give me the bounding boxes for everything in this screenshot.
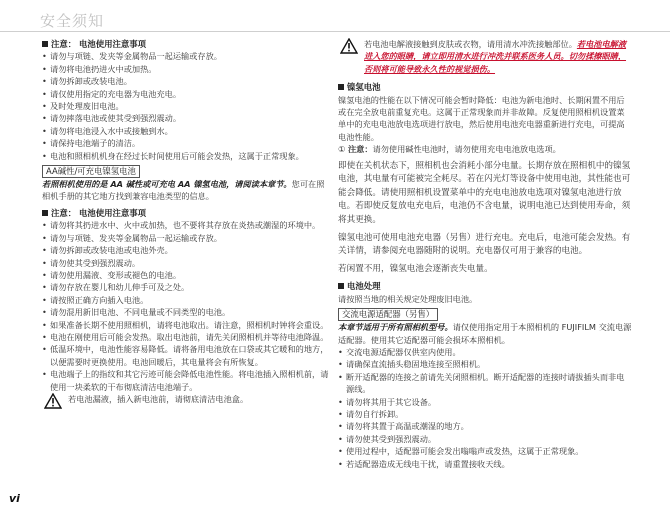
list-item: • 使用过程中，适配器可能会发出嗡嗡声或发热，这属于正常现象。 <box>338 445 632 457</box>
list-item: • 请勿使其受到强烈震动。 <box>42 257 332 269</box>
disposal-section-title: 电池处理 <box>338 280 632 292</box>
section-square-icon <box>42 41 48 47</box>
list-item: • 请勿存放在婴儿和幼儿伸手可及之处。 <box>42 281 332 293</box>
list-item: • 若适配器造成无线电干扰，请重置接收天线。 <box>338 458 632 470</box>
page-number: vi <box>9 492 20 505</box>
battery-caution-title-2: 注意： 电池使用注意事项 <box>42 207 332 219</box>
list-item: • 请勿将电池扔进火中或加热。 <box>42 63 332 75</box>
section-square-icon <box>338 84 344 90</box>
disposal-text: 请按照当地的相关规定处理废旧电池。 <box>338 293 478 304</box>
section-square-icon <box>42 210 48 216</box>
list-item: • 请勿与项链、发夹等金属物品一起运输或存放。 <box>42 50 332 62</box>
list-item: • 请勿与项链、发夹等金属物品一起运输或存放。 <box>42 232 332 244</box>
nimh-paragraph-1: 镍氢电池的性能在以下情况可能会暂时降低：电池为新电池时、长期闲置不用后或在完全放电前重复充电。这属于正常现象而并非故障。反复使用照相机设置菜单中的充电电池放电选项进行放电，然后使用电池充电器重新进行充电，可提高电池性能。 <box>338 94 625 142</box>
page-header-title: 安全须知 <box>40 12 105 30</box>
left-column <box>42 38 332 405</box>
ac-adapter-section-title: 交流电源适配器（另售） <box>338 308 438 321</box>
warning-triangle-icon <box>340 38 358 54</box>
list-item: • 电池端子上的指纹和其它污迹可能会降低电池性能。将电池插入照相机前，请使用一块柔软的干布彻底清洁电池端子。 <box>42 368 332 393</box>
list-item: • 请勿将其用于其它设备。 <box>338 396 632 408</box>
electrolyte-warning: 若电池电解液接触到皮肤或衣物，请用清水冲洗接触部位。若电池电解液进入您的眼睛，请立即用清水进行冲洗并联系医务人员。切勿揉擦眼睛，否则将可能导致永久性的视觉损伤。 <box>338 38 632 75</box>
nimh-paragraph-2: 即使在关机状态下，照相机也会消耗小部分电量。长期存放在照相机中的镍氢电池，其电量有可能被完全耗尽。若在闪光灯等设备中使用电池，其性能也可能会降低。请使用照相机设置菜单中的充电电池放电选项对镍氢电池进行放电。若即使反复放电充电后，电池仍不含电量，说明电池已达到使用寿命，须将其更换。 <box>338 160 631 226</box>
list-item: • 如果准备长期不使用照相机，请将电池取出。请注意，照相机时钟将会重设。 <box>42 319 332 331</box>
battery-caution-list-2 <box>42 219 332 393</box>
list-item: • 电池和照相机机身在经过长时间使用后可能会发热，这属于正常现象。 <box>42 150 332 162</box>
list-item: • 请勿摔落电池或使其受到强烈震动。 <box>42 112 332 124</box>
warning-triangle-icon <box>44 393 62 409</box>
nimh-paragraph-4: 若闲置不用，镍氢电池会逐渐丧失电量。 <box>338 263 493 274</box>
aa-battery-section-title: AA碱性/可充电镍氢电池 <box>42 165 140 178</box>
aa-battery-note: 若照相机使用的是 AA 碱性或可充电 AA 镍氢电池，请阅读本章节。您可在照相机手册的其它地方找到兼容电池类型的信息。 <box>42 179 325 202</box>
nimh-paragraph-3: 镍氢电池可使用电池充电器（另售）进行充电。充电后，电池可能会发热。有关详情，请参阅充电器随附的说明。充电器仅可用于兼容的电池。 <box>338 232 631 257</box>
ac-adapter-note: 本章节适用于所有照相机型号。请仅使用指定用于本照相机的 FUJIFILM 交流电源适配器。使用其它适配器可能会损坏本照相机。 <box>338 322 632 345</box>
list-item: • 请仅使用指定的充电器为电池充电。 <box>42 88 332 100</box>
list-item: • 请勿将其置于高温或潮湿的地方。 <box>338 420 632 432</box>
list-item: • 断开适配器的连接之前请先关闭照相机。断开适配器的连接时请拔插头而非电源线。 <box>338 371 632 396</box>
eye-contact-warning: 若电池电解液进入您的眼睛，请立即用清水进行冲洗并联系医务人员。切勿揉擦眼睛，否则将可能导致永久性的视觉损伤。 <box>364 39 627 74</box>
nimh-caution: ① 注意：请勿使用碱性电池时，请勿使用充电电池放电选项。 <box>338 144 561 155</box>
list-item: • 请确保直流插头稳固地连接至照相机。 <box>338 358 632 370</box>
battery-caution-title-1: 注意： 电池使用注意事项 <box>42 38 332 50</box>
list-item: • 请保持电池端子的清洁。 <box>42 137 332 149</box>
list-item: • 请按照正确方向插入电池。 <box>42 294 332 306</box>
battery-caution-list-1 <box>42 50 332 162</box>
section-square-icon <box>338 283 344 289</box>
list-item: • 低温环境中，电池性能容易降低。请将备用电池放在口袋或其它暖和的地方，以便需要时更换使用。电池回暖后，其电量将会有所恢复。 <box>42 343 332 368</box>
list-item: • 请勿将电池浸入水中或接触到水。 <box>42 125 332 137</box>
list-item: • 电池在刚使用后可能会发热。取出电池前，请先关闭照相机并等待电池降温。 <box>42 331 332 343</box>
list-item: • 请勿混用新旧电池、不同电量或不同类型的电池。 <box>42 306 332 318</box>
list-item: • 请勿使其受到强烈震动。 <box>338 433 632 445</box>
nimh-section-title: 镍氢电池 <box>338 81 632 93</box>
right-column <box>338 38 632 470</box>
list-item: • 交流电源适配器仅供室内使用。 <box>338 346 632 358</box>
list-item: • 请勿拆卸或改装电池或电池外壳。 <box>42 244 332 256</box>
list-item: • 及时处理废旧电池。 <box>42 100 332 112</box>
leak-warning: 若电池漏液，插入新电池前，请彻底清洁电池盒。 <box>42 393 332 405</box>
ac-adapter-list <box>338 346 632 470</box>
list-item: • 请勿使用漏液、变形或褪色的电池。 <box>42 269 332 281</box>
header-rule <box>0 31 670 32</box>
caution-circle-icon: ① <box>338 144 346 155</box>
list-item: • 请勿将其扔进水中、火中或加热，也不要将其存放在炎热或潮湿的环境中。 <box>42 219 332 231</box>
list-item: • 请勿自行拆卸。 <box>338 408 632 420</box>
list-item: • 请勿拆卸或改装电池。 <box>42 75 332 87</box>
